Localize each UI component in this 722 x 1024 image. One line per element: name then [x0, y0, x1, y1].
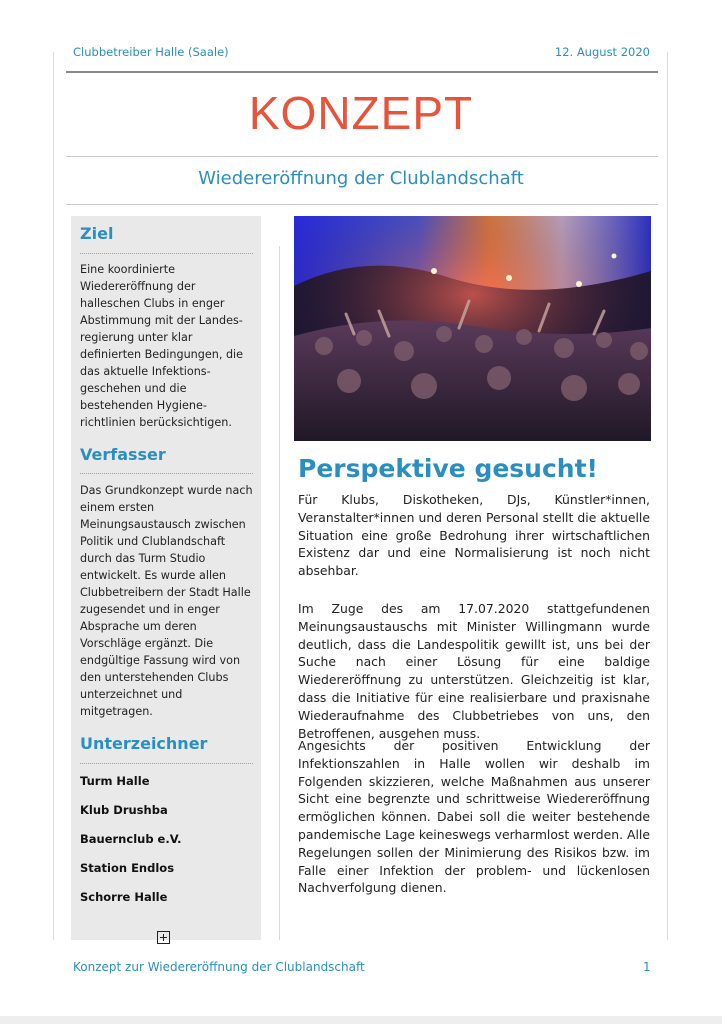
page-number: 1 — [643, 960, 651, 974]
verfasser-line: Absprache um deren — [80, 620, 197, 633]
main-heading: Perspektive gesucht! — [298, 454, 598, 483]
document-subtitle: Wiedereröffnung der Clublandschaft — [198, 168, 524, 189]
verfasser-line: Das Grundkonzept wurde nach — [80, 484, 253, 497]
column-divider — [279, 246, 280, 940]
verfasser-line: Meinungsaustausch zwischen — [80, 518, 246, 531]
sidebar — [71, 216, 261, 940]
ziel-line: Wiedereröffnung der — [80, 280, 196, 293]
header-organization: Clubbetreiber Halle (Saale) — [73, 45, 229, 59]
verfasser-line: endgültige Fassung wird von — [80, 654, 241, 667]
verfasser-line: Politik und Clublandschaft — [80, 535, 226, 548]
verfasser-line: durch das Turm Studio — [80, 552, 206, 565]
ziel-line: das aktuelle Infektions- — [80, 365, 211, 378]
ziel-divider — [80, 253, 253, 254]
verfasser-line: zugesendet und in enger — [80, 603, 220, 616]
ziel-line: definierten Bedingungen, die — [80, 348, 244, 361]
signer-item: Turm Halle — [80, 774, 150, 788]
ziel-text — [80, 261, 258, 431]
ziel-line: richtlinien berücksichtigen. — [80, 416, 232, 429]
main-paragraph: Für Klubs, Diskotheken, DJs, Künstler*innen, Veranstalter*innen und deren Personal stellt die aktuelle Situation eine große Bedrohung ihrer wirtschaftlichen Existenz dar und eine Normalisierung ist noch nicht absehbar. — [298, 492, 650, 579]
header-date: 12. August 2020 — [554, 45, 650, 59]
unterzeichner-divider — [80, 763, 253, 764]
ziel-line: Abstimmung mit der Landes- — [80, 314, 243, 327]
signer-item: Schorre Halle — [80, 890, 168, 904]
verfasser-line: den unterstehenden Clubs — [80, 671, 229, 684]
unterzeichner-heading: Unterzeichner — [80, 734, 208, 753]
ziel-heading: Ziel — [80, 224, 114, 243]
verfasser-line: Vorschläge ergänzt. Die — [80, 637, 214, 650]
viewer-bottom-bar — [0, 1016, 722, 1024]
ziel-line: geschehen und die — [80, 382, 187, 395]
verfasser-line: einem ersten — [80, 501, 155, 514]
subtitle-rule — [66, 204, 658, 205]
signer-item: Bauernclub e.V. — [80, 832, 182, 846]
main-paragraph: Angesichts der positiven Entwicklung der Infektionszahlen in Halle wollen wir deshalb im Folgenden skizzieren, welche Maßnahmen aus unserer Sicht eine begrenzte und schrittweise Wiedereröffnung ermöglichen können. Dabei soll die weiter bestehende pandemische Lage keineswegs verharmlost werden. Alle Regelungen sollen der Minimierung des Risikos bzw. im Falle einer Infektion der problem- und lückenlosen Nachverfolgung dienen. — [298, 738, 651, 896]
signer-item: Klub Drushba — [80, 803, 168, 817]
title-rule — [66, 156, 658, 157]
verfasser-line: entwickelt. Es wurde allen — [80, 569, 227, 582]
verfasser-line: mitgetragen. — [80, 705, 153, 718]
main-paragraph: Im Zuge des am 17.07.2020 stattgefundenen Meinungsaustauschs mit Minister Willingmann wurde deutlich, dass die Landespolitik gewillt ist, uns bei der Suche nach einer Lösung für eine baldige Wiedereröffnung zu unterstützen. Gleichzeitig ist klar, dass die Initiative für eine realisierbare und praxisnahe Wiederaufnahme des Clubbetriebes von uns, den Betroffenen, ausgehen muss. — [298, 601, 650, 741]
verfasser-line: Clubbetreibern der Stadt Halle — [80, 586, 251, 599]
document-title: KONZEPT — [248, 87, 474, 139]
ziel-line: bestehenden Hygiene- — [80, 399, 207, 412]
ziel-line: halleschen Clubs in enger — [80, 297, 225, 310]
verfasser-line: unterzeichnet und — [80, 688, 183, 701]
ziel-line: Eine koordinierte — [80, 263, 176, 276]
verfasser-divider — [80, 473, 253, 474]
expand-icon[interactable] — [157, 931, 170, 944]
verfasser-heading: Verfasser — [80, 445, 166, 464]
signer-item: Station Endlos — [80, 861, 175, 875]
header-rule — [66, 71, 658, 73]
footer-title: Konzept zur Wiedereröffnung der Clublandschaft — [73, 960, 365, 974]
ziel-line: regierung unter klar — [80, 331, 193, 344]
verfasser-text — [80, 482, 258, 720]
club-crowd-photo — [294, 216, 651, 441]
